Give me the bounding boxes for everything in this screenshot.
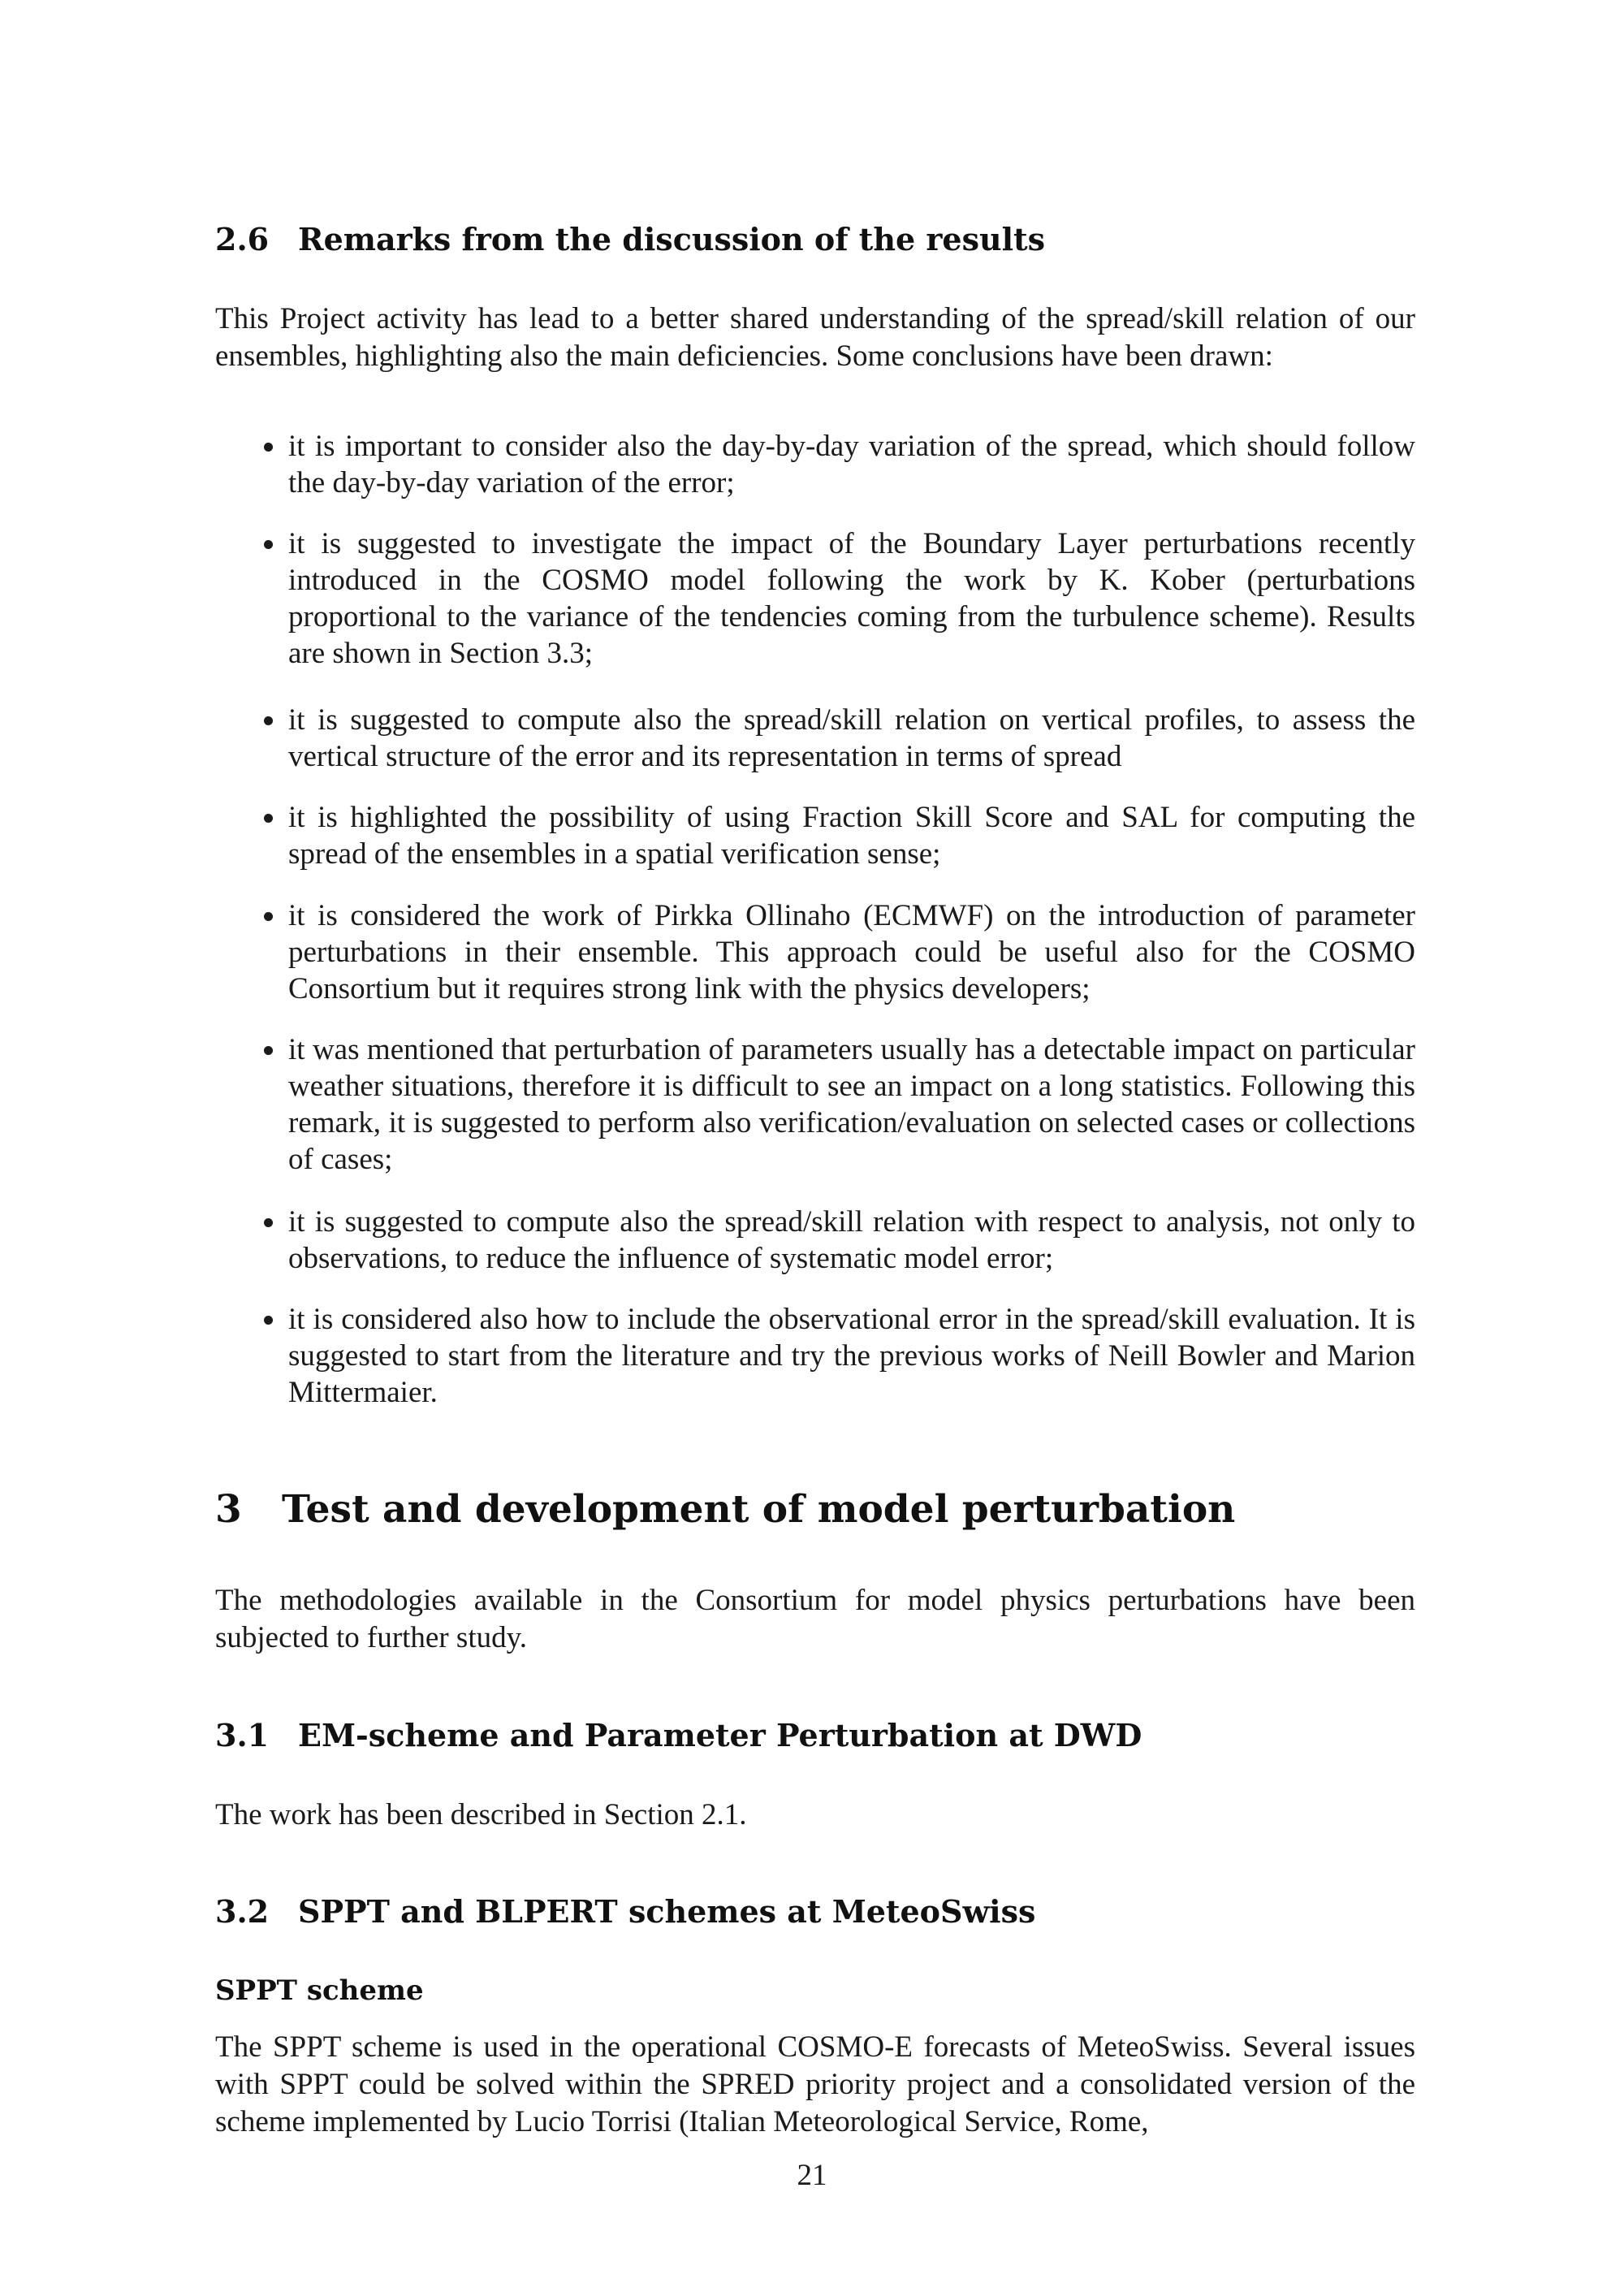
section-number: 3.2 — [215, 1893, 270, 1930]
section-2-6-intro: This Project activity has lead to a better shared understanding of the spread/skill relation of our ensembles, highlighting also the main deficiencies. Some conclusions have been drawn: — [215, 302, 1415, 373]
bullet-icon — [264, 1046, 273, 1055]
bullet-icon — [264, 814, 273, 823]
list-item: it is suggested to investigate the impact of the Boundary Layer perturbations recently introduced in the COSMO model following the work by K. Kober (perturbations proportional to the variance of the tendencies coming from the turbulence scheme). Results are shown in Section 3.3; — [215, 525, 1415, 672]
section-title: Test and development of model perturbation — [282, 1487, 1236, 1532]
section-3-heading — [215, 1486, 1235, 1533]
section-title: Remarks from the discussion of the results — [298, 221, 1045, 257]
section-number: 3.1 — [215, 1717, 270, 1753]
bullet-icon — [264, 912, 273, 921]
section-3-2-heading — [215, 1893, 1035, 1931]
section-2-6-heading — [215, 221, 1045, 258]
section-number: 2.6 — [215, 221, 270, 257]
bullet-icon — [264, 716, 273, 725]
section-3-intro: The methodologies available in the Consortium for model physics perturbations have been subjected to further study. — [215, 1584, 1415, 1654]
section-title: EM-scheme and Parameter Perturbation at DWD — [298, 1717, 1142, 1753]
list-item: it is highlighted the possibility of using Fraction Skill Score and SAL for computing the spread of the ensembles in a spatial verification sense; — [215, 799, 1415, 872]
list-item: it is considered the work of Pirkka Ollinaho (ECMWF) on the introduction of parameter perturbations in their ensemble. This approach could be useful also for the COSMO Consortium but it requires strong link with the physics developers; — [215, 897, 1415, 1007]
section-3-1-body: The work has been described in Section 2.1. — [215, 1798, 747, 1831]
list-item: it was mentioned that perturbation of parameters usually has a detectable impact on particular weather situations, therefore it is difficult to see an impact on a long statistics. Following this remark, it is suggested to perform also verification/evaluation on selected cases or collections of cases; — [215, 1031, 1415, 1178]
bullet-icon — [264, 1218, 273, 1227]
list-item: it is suggested to compute also the spread/skill relation with respect to analysis, not only to observations, to reduce the influence of systematic model error; — [215, 1204, 1415, 1277]
bullet-icon — [264, 443, 273, 452]
section-3-2-body: The SPPT scheme is used in the operational COSMO-E forecasts of MeteoSwiss. Several issues with SPPT could be solved within the SPRED priority project and a consolidated version of the scheme implemented by Lucio Torrisi (Italian Meteorological Service, Rome, — [215, 2030, 1415, 2138]
page-number: 21 — [797, 2159, 827, 2192]
bullet-icon — [264, 1316, 273, 1325]
section-3-1-heading — [215, 1717, 1142, 1754]
list-item: it is suggested to compute also the spread/skill relation on vertical profiles, to assess the vertical structure of the error and its representation in terms of spread — [215, 702, 1415, 775]
section-title: SPPT and BLPERT schemes at MeteoSwiss — [298, 1893, 1036, 1930]
list-item: it is considered also how to include the observational error in the spread/skill evaluation. It is suggested to start from the literature and try the previous works of Neill Bowler and Marion Mittermaier. — [215, 1301, 1415, 1411]
subsection-heading: SPPT scheme — [215, 1974, 424, 2007]
section-number: 3 — [215, 1487, 242, 1532]
list-item: it is important to consider also the day-by-day variation of the spread, which should follow the day-by-day variation of the error; — [215, 428, 1415, 501]
bullet-icon — [264, 540, 273, 549]
